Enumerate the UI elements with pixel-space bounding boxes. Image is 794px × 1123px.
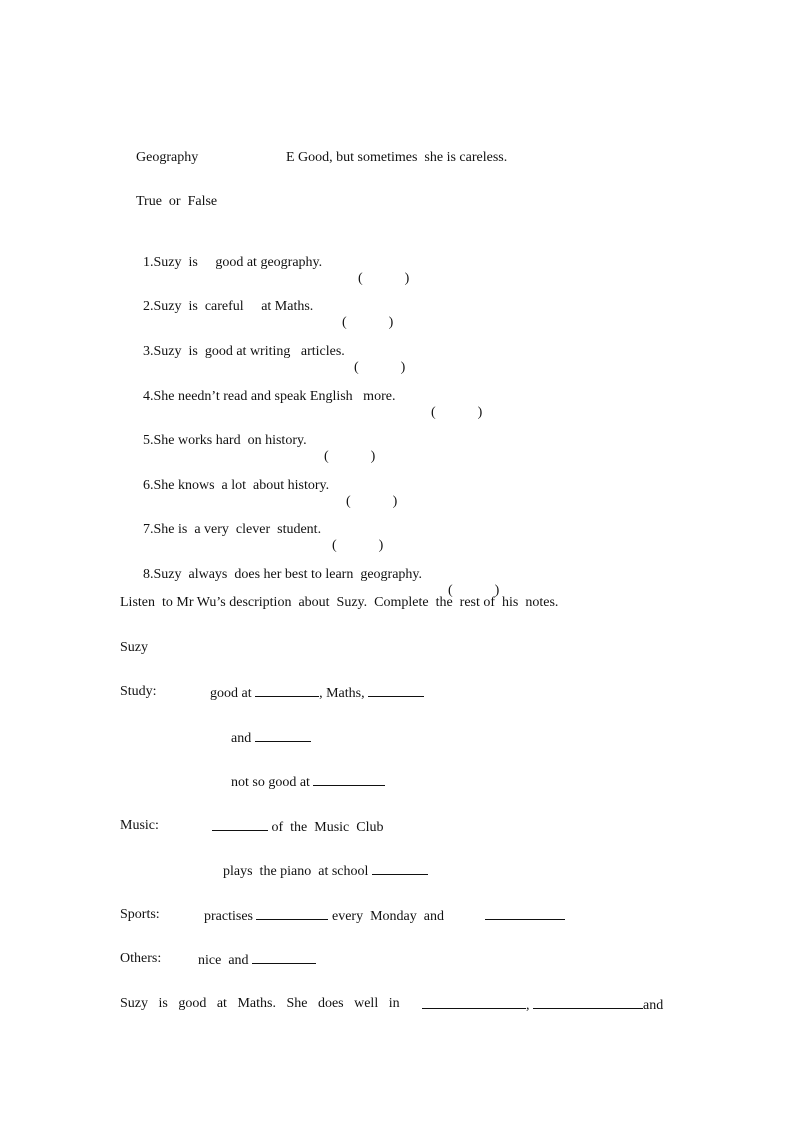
- answer-bracket[interactable]: ( ): [431, 405, 483, 420]
- summary-text: Suzy is good at Maths. She does well in: [120, 996, 400, 1011]
- tf-item-number: 3.: [143, 344, 154, 359]
- answer-bracket[interactable]: ( ): [346, 494, 398, 509]
- tf-item-text: Suzy is good at writing articles.: [153, 344, 345, 359]
- tf-item-4: [136, 373, 483, 421]
- study-line-1: [210, 684, 424, 702]
- sports-blank-wrap: [485, 907, 565, 925]
- study-line-2: [231, 729, 311, 747]
- blank-4[interactable]: [313, 773, 385, 786]
- blank-7[interactable]: [256, 907, 328, 920]
- blank-8[interactable]: [485, 907, 565, 920]
- tf-item-3: [136, 328, 406, 376]
- study-and: and: [231, 731, 255, 746]
- tf-item-1: [136, 239, 410, 287]
- answer-bracket[interactable]: ( ): [448, 583, 500, 598]
- tf-item-5: [136, 417, 376, 465]
- comment-e: E Good, but sometimes she is careless.: [286, 150, 508, 165]
- answer-bracket[interactable]: ( ): [324, 449, 376, 464]
- music-label: Music:: [120, 818, 159, 833]
- tf-item-number: 6.: [143, 478, 154, 493]
- tf-item-2: [136, 283, 394, 331]
- summary-comma: ,: [526, 998, 530, 1013]
- sports-line: [204, 907, 444, 925]
- tf-item-text: She works hard on history.: [153, 433, 307, 448]
- tf-item-number: 7.: [143, 522, 154, 537]
- tf-item-text: She is a very clever student.: [153, 522, 322, 537]
- notes-name: Suzy: [120, 640, 148, 655]
- answer-bracket[interactable]: ( ): [358, 271, 410, 286]
- tf-item-6: [136, 462, 398, 510]
- blank-5[interactable]: [212, 818, 268, 831]
- tf-item-number: 8.: [143, 567, 154, 582]
- blank-10[interactable]: [422, 996, 526, 1009]
- study-text-a: good at: [210, 686, 256, 701]
- others-text: nice and: [198, 953, 253, 968]
- music-piano-text: plays the piano at school: [223, 864, 372, 879]
- study-line-3: [231, 773, 385, 791]
- blank-6[interactable]: [372, 862, 428, 875]
- summary-and: and: [643, 998, 664, 1013]
- blank-1[interactable]: [255, 684, 319, 697]
- notes-instruction: Listen to Mr Wu’s description about Suzy. Complete the rest of his notes.: [120, 595, 559, 610]
- tf-heading: True or False: [136, 194, 218, 209]
- tf-item-number: 1.: [143, 255, 154, 270]
- music-line-2: [223, 862, 428, 880]
- tf-item-7: [136, 506, 384, 554]
- tf-item-text: Suzy is good at geography.: [153, 255, 323, 270]
- tf-item-8: [136, 551, 500, 599]
- study-label: Study:: [120, 684, 157, 699]
- tf-item-number: 2.: [143, 299, 154, 314]
- tf-item-text: Suzy always does her best to learn geography.: [153, 567, 423, 582]
- sports-text-b: every Monday and: [328, 909, 444, 924]
- others-line: [198, 951, 316, 969]
- sports-label: Sports:: [120, 907, 160, 922]
- music-club-text: of the Music Club: [268, 820, 384, 835]
- study-not-so-good: not so good at: [231, 775, 314, 790]
- tf-item-text: Suzy is careful at Maths.: [153, 299, 314, 314]
- blank-3[interactable]: [255, 729, 311, 742]
- answer-bracket[interactable]: ( ): [342, 315, 394, 330]
- tf-item-number: 4.: [143, 389, 154, 404]
- summary-blanks: [422, 996, 663, 1014]
- music-line-1: [212, 818, 384, 836]
- tf-item-text: She needn’t read and speak English more.: [153, 389, 396, 404]
- subject-geography: Geography: [136, 150, 199, 165]
- tf-item-text: She knows a lot about history.: [153, 478, 330, 493]
- answer-bracket[interactable]: ( ): [354, 360, 406, 375]
- blank-2[interactable]: [368, 684, 424, 697]
- tf-item-number: 5.: [143, 433, 154, 448]
- others-label: Others:: [120, 951, 162, 966]
- blank-11[interactable]: [533, 996, 643, 1009]
- answer-bracket[interactable]: ( ): [332, 538, 384, 553]
- blank-9[interactable]: [252, 951, 316, 964]
- study-text-b: , Maths,: [319, 686, 369, 701]
- sports-text-a: practises: [204, 909, 257, 924]
